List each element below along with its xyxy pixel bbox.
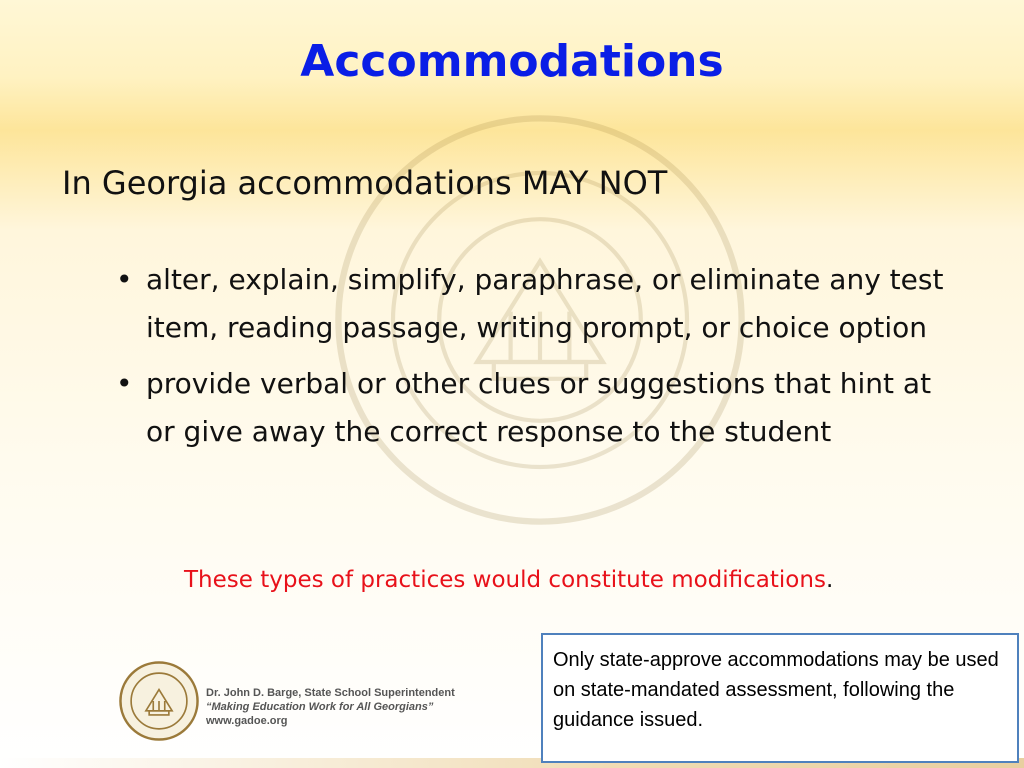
bullet-item [116, 256, 956, 352]
bullet-text: alter, explain, simplify, paraphrase, or eliminate any test item, reading passage, writing prompt, or choice option [146, 263, 944, 344]
footer-motto: “Making Education Work for All Georgians” [206, 701, 434, 713]
footer-credits [206, 686, 455, 728]
modification-note [184, 567, 833, 593]
bullet-item [116, 360, 956, 456]
bullet-icon: • [116, 367, 133, 400]
bullet-icon: • [116, 263, 133, 296]
guidance-callout-text: Only state-approve accommodations may be used on state-mandated assessment, following the guidance issued. [553, 649, 999, 731]
footer-superintendent: Dr. John D. Barge, State School Superintendent [206, 687, 455, 699]
footer-website-link[interactable]: www.gadoe.org [206, 715, 288, 727]
slide-title: Accommodations [300, 36, 724, 87]
guidance-callout-box [541, 633, 1019, 763]
slide-subtitle: In Georgia accommodations MAY NOT [62, 164, 668, 202]
bullet-list [116, 256, 956, 464]
gadoe-logo [118, 660, 200, 742]
bullet-text: provide verbal or other clues or suggestions that hint at or give away the correct response to the student [146, 367, 932, 448]
modification-note-period: . [825, 567, 834, 593]
modification-note-text: These types of practices would constitute modifications [184, 567, 826, 593]
